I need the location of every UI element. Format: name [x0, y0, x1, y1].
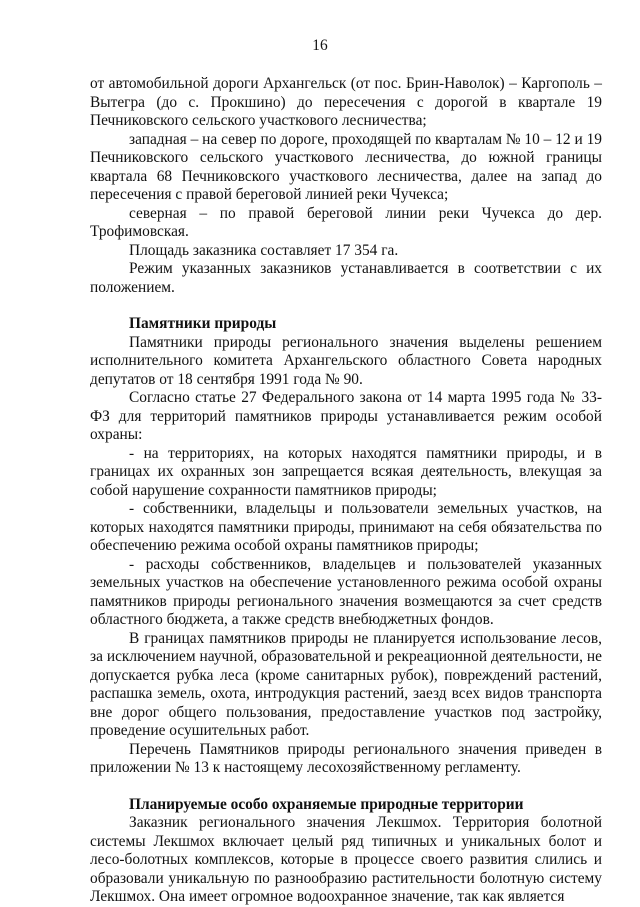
paragraph: Перечень Памятников природы регионального значения приведен в приложении № 13 к настоящему лесохозяйственному регламенту. — [90, 740, 602, 776]
paragraph: Режим указанных заказников устанавливается в соответствии с их положением. — [90, 260, 602, 296]
paragraph: Согласно статье 27 Федерального закона от 14 марта 1995 года № 33-ФЗ для территорий памятников природы устанавливается режим особой охраны: — [90, 389, 602, 443]
paragraph: от автомобильной дороги Архангельск (от пос. Брин-Наволок) – Каргополь – Вытегра (до с. Прокшино) до пересечения с дорогой в квартале 19 Печниковского сельского участкового лесничества; — [90, 75, 602, 129]
paragraph: Площадь заказника составляет 17 354 га. — [129, 241, 399, 259]
paragraph-gap — [90, 297, 602, 315]
document-body — [90, 75, 602, 907]
paragraph: северная – по правой береговой линии реки Чучекса до дер. Трофимовская. — [90, 204, 602, 240]
page-number: 16 — [312, 37, 328, 54]
paragraph: В границах памятников природы не планируется использование лесов, за исключением научной, образовательной и рекреационной деятельности, не допускается рубка леса (кроме санитарных рубок), повреждений растений, распашка земель, охота, интродукция растений, заезд всех видов транспорта вне дорог общего пользования, предоставление участков под застройку, проведение осушительных работ. — [90, 629, 602, 739]
paragraph-gap — [90, 778, 602, 796]
paragraph: Памятники природы регионального значения выделены решением исполнительного комитета Архангельского областного Совета народных депутатов от 18 сентября 1991 года № 90. — [90, 333, 602, 388]
paragraph: Заказник регионального значения Лекшмох. Территория болотной системы Лекшмох включает целый ряд типичных и уникальных болот и лесо-болотных комплексов, которые в процессе своего развития слились и образовали уникальную по разнообразию растительности болотную систему Лекшмох. Она имеет огромное водоохранное значение, так как является — [90, 814, 602, 905]
paragraph: - собственники, владельцы и пользователи земельных участков, на которых находятся памятники природы, принимают на себя обязательства по обеспечению режима особой охраны памятников природы; — [90, 500, 602, 554]
paragraph: западная – на север по дороге, проходящей по кварталам № 10 – 12 и 19 Печниковского сельского участкового лесничества, до южной границы квартала 68 Печниковского участкового лесничества, далее на запад до пересечения с правой береговой линией реки Чучекса; — [90, 130, 602, 203]
paragraph: - на территориях, на которых находятся памятники природы, и в границах их охранных зон запрещается всякая деятельность, влекущая за собой нарушение сохранности памятников природы; — [90, 444, 602, 499]
paragraph: - расходы собственников, владельцев и пользователей указанных земельных участков на обеспечение установленного режима особой охраны памятников природы регионального значения возмещаются за счет средств областного бюджета, а также средств внебюджетных фондов. — [90, 555, 602, 628]
section-heading: Памятники природы — [129, 315, 277, 332]
section-heading: Планируемые особо охраняемые природные территории — [129, 795, 524, 813]
